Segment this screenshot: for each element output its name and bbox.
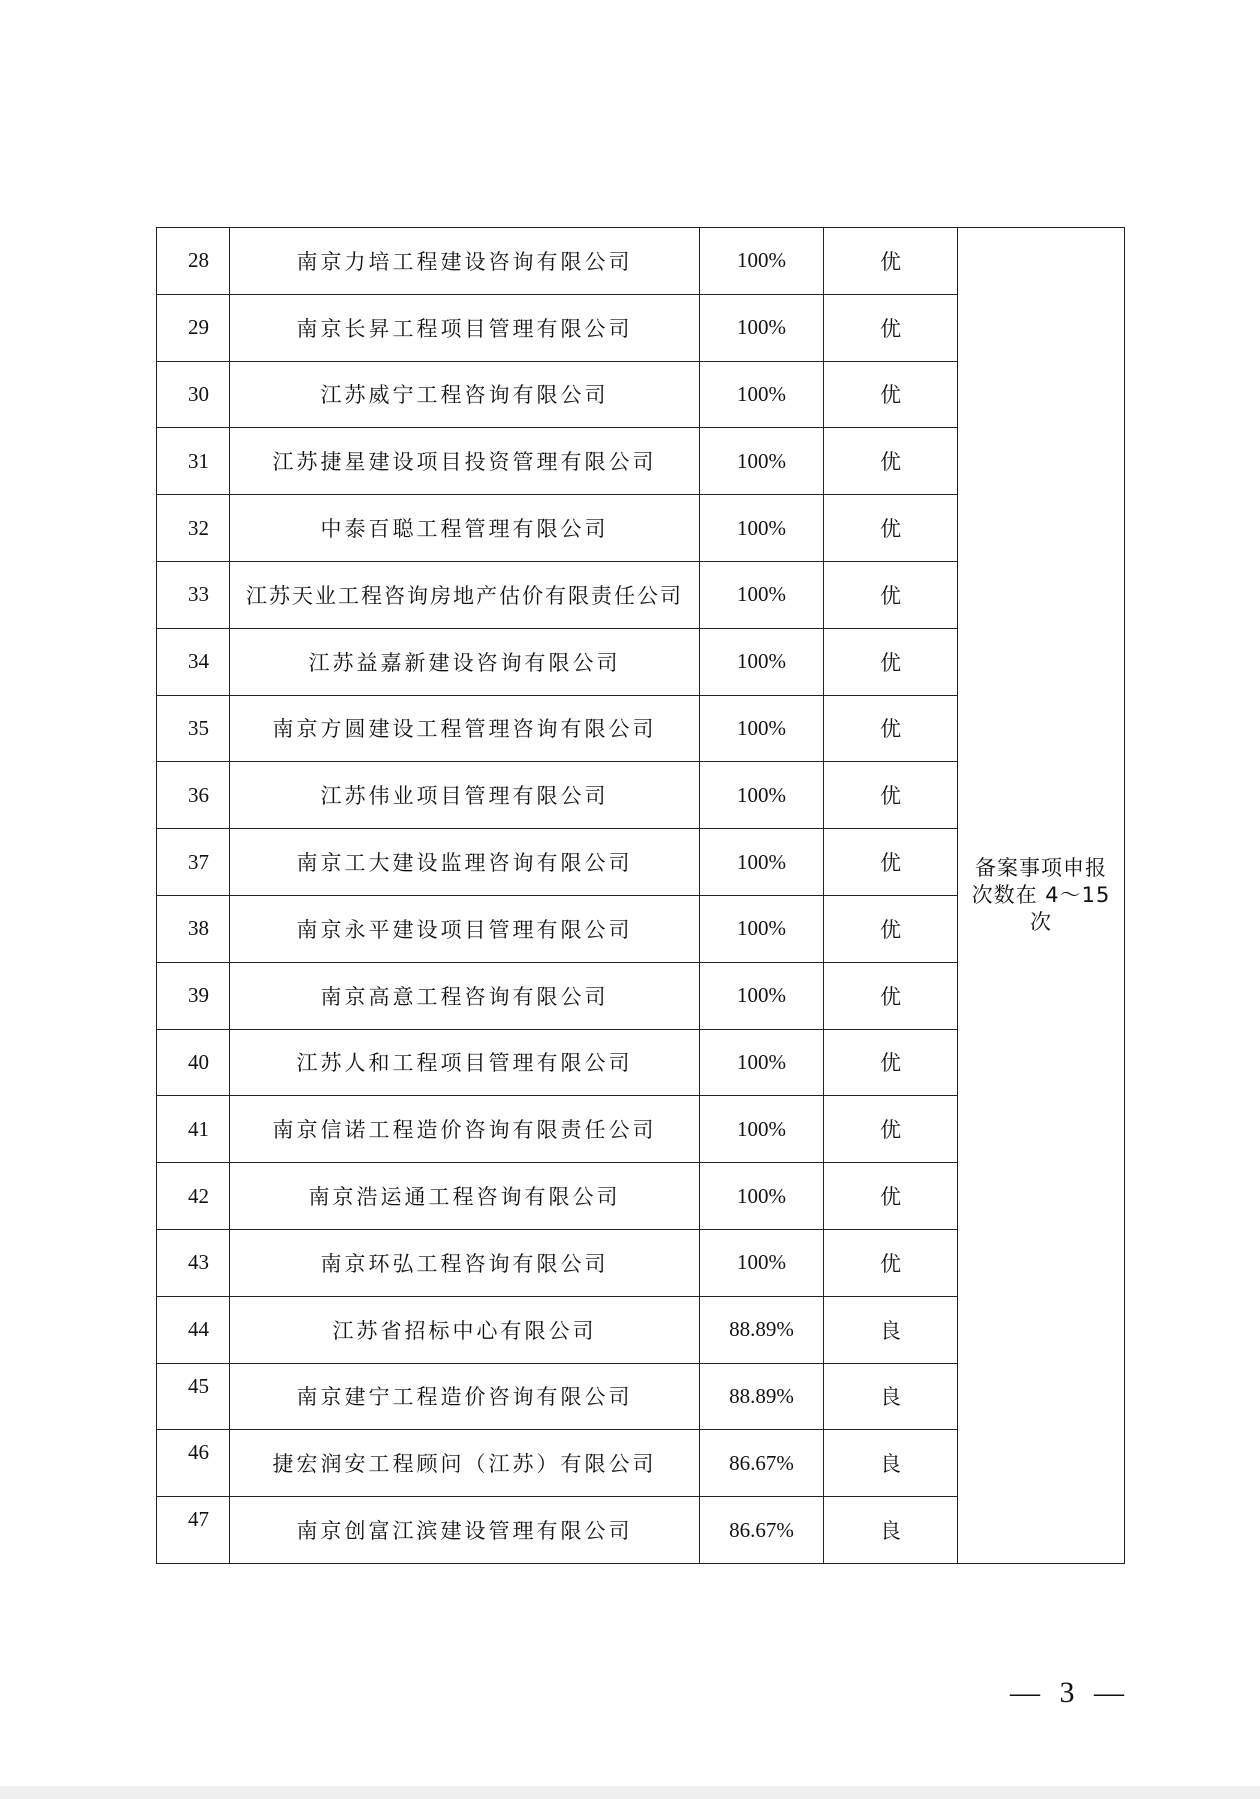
table-row: [157, 228, 1125, 295]
row-number: 28: [157, 228, 230, 295]
rate-value: 88.89%: [700, 1363, 824, 1430]
company-name: 南京建宁工程造价咨询有限公司: [230, 1363, 700, 1430]
company-name: 南京创富江滨建设管理有限公司: [230, 1497, 700, 1564]
rate-value: 100%: [700, 1229, 824, 1296]
grade-value: 良: [824, 1363, 958, 1430]
grade-value: 优: [824, 829, 958, 896]
rate-value: 100%: [700, 495, 824, 562]
rate-value: 100%: [700, 428, 824, 495]
company-rating-table: [156, 227, 1125, 1564]
rate-value: 100%: [700, 228, 824, 295]
row-number: 43: [157, 1229, 230, 1296]
company-name: 江苏天业工程咨询房地产估价有限责任公司: [230, 561, 700, 628]
row-number: 36: [157, 762, 230, 829]
company-name: 南京永平建设项目管理有限公司: [230, 895, 700, 962]
rate-value: 100%: [700, 628, 824, 695]
company-name: 南京浩运通工程咨询有限公司: [230, 1163, 700, 1230]
company-name: 南京长昇工程项目管理有限公司: [230, 294, 700, 361]
row-number: 29: [157, 294, 230, 361]
row-number: 32: [157, 495, 230, 562]
grade-value: 优: [824, 361, 958, 428]
company-name: 江苏捷星建设项目投资管理有限公司: [230, 428, 700, 495]
row-number: 33: [157, 561, 230, 628]
rate-value: 100%: [700, 829, 824, 896]
company-name: 南京工大建设监理咨询有限公司: [230, 829, 700, 896]
row-number: 42: [157, 1163, 230, 1230]
grade-value: 优: [824, 228, 958, 295]
grade-value: 优: [824, 762, 958, 829]
rate-value: 86.67%: [700, 1430, 824, 1497]
rate-value: 100%: [700, 561, 824, 628]
grade-value: 良: [824, 1296, 958, 1363]
grade-value: 优: [824, 1029, 958, 1096]
row-number: 40: [157, 1029, 230, 1096]
grade-value: 优: [824, 895, 958, 962]
row-number: 35: [157, 695, 230, 762]
grade-value: 良: [824, 1497, 958, 1564]
row-number: 41: [157, 1096, 230, 1163]
grade-value: 优: [824, 495, 958, 562]
company-name: 江苏威宁工程咨询有限公司: [230, 361, 700, 428]
rate-value: 100%: [700, 962, 824, 1029]
rate-value: 86.67%: [700, 1497, 824, 1564]
row-number: 44: [157, 1296, 230, 1363]
company-name: 南京高意工程咨询有限公司: [230, 962, 700, 1029]
row-number: 39: [157, 962, 230, 1029]
row-number: 38: [157, 895, 230, 962]
row-number: 31: [157, 428, 230, 495]
rate-value: 88.89%: [700, 1296, 824, 1363]
company-name: 江苏人和工程项目管理有限公司: [230, 1029, 700, 1096]
company-name: 南京环弘工程咨询有限公司: [230, 1229, 700, 1296]
company-name: 江苏伟业项目管理有限公司: [230, 762, 700, 829]
row-number: 45: [157, 1363, 230, 1430]
rate-value: 100%: [700, 1163, 824, 1230]
row-number: 47: [157, 1497, 230, 1564]
rate-value: 100%: [700, 695, 824, 762]
rate-value: 100%: [700, 762, 824, 829]
company-name: 中泰百聪工程管理有限公司: [230, 495, 700, 562]
row-number: 37: [157, 829, 230, 896]
rate-value: 100%: [700, 1096, 824, 1163]
group-note: 备案事项申报次数在 4～15 次: [958, 228, 1125, 1564]
grade-value: 优: [824, 428, 958, 495]
company-name: 南京方圆建设工程管理咨询有限公司: [230, 695, 700, 762]
rate-value: 100%: [700, 895, 824, 962]
page-number: — 3 —: [1010, 1676, 1130, 1709]
company-name: 捷宏润安工程顾问（江苏）有限公司: [230, 1430, 700, 1497]
company-name: 南京力培工程建设咨询有限公司: [230, 228, 700, 295]
grade-value: 优: [824, 1163, 958, 1230]
company-name: 江苏益嘉新建设咨询有限公司: [230, 628, 700, 695]
grade-value: 良: [824, 1430, 958, 1497]
grade-value: 优: [824, 1229, 958, 1296]
rate-value: 100%: [700, 361, 824, 428]
rate-value: 100%: [700, 294, 824, 361]
grade-value: 优: [824, 1096, 958, 1163]
company-name: 南京信诺工程造价咨询有限责任公司: [230, 1096, 700, 1163]
grade-value: 优: [824, 962, 958, 1029]
row-number: 30: [157, 361, 230, 428]
rate-value: 100%: [700, 1029, 824, 1096]
grade-value: 优: [824, 628, 958, 695]
grade-value: 优: [824, 695, 958, 762]
bottom-edge: [0, 1786, 1260, 1799]
grade-value: 优: [824, 561, 958, 628]
grade-value: 优: [824, 294, 958, 361]
company-name: 江苏省招标中心有限公司: [230, 1296, 700, 1363]
row-number: 34: [157, 628, 230, 695]
row-number: 46: [157, 1430, 230, 1497]
